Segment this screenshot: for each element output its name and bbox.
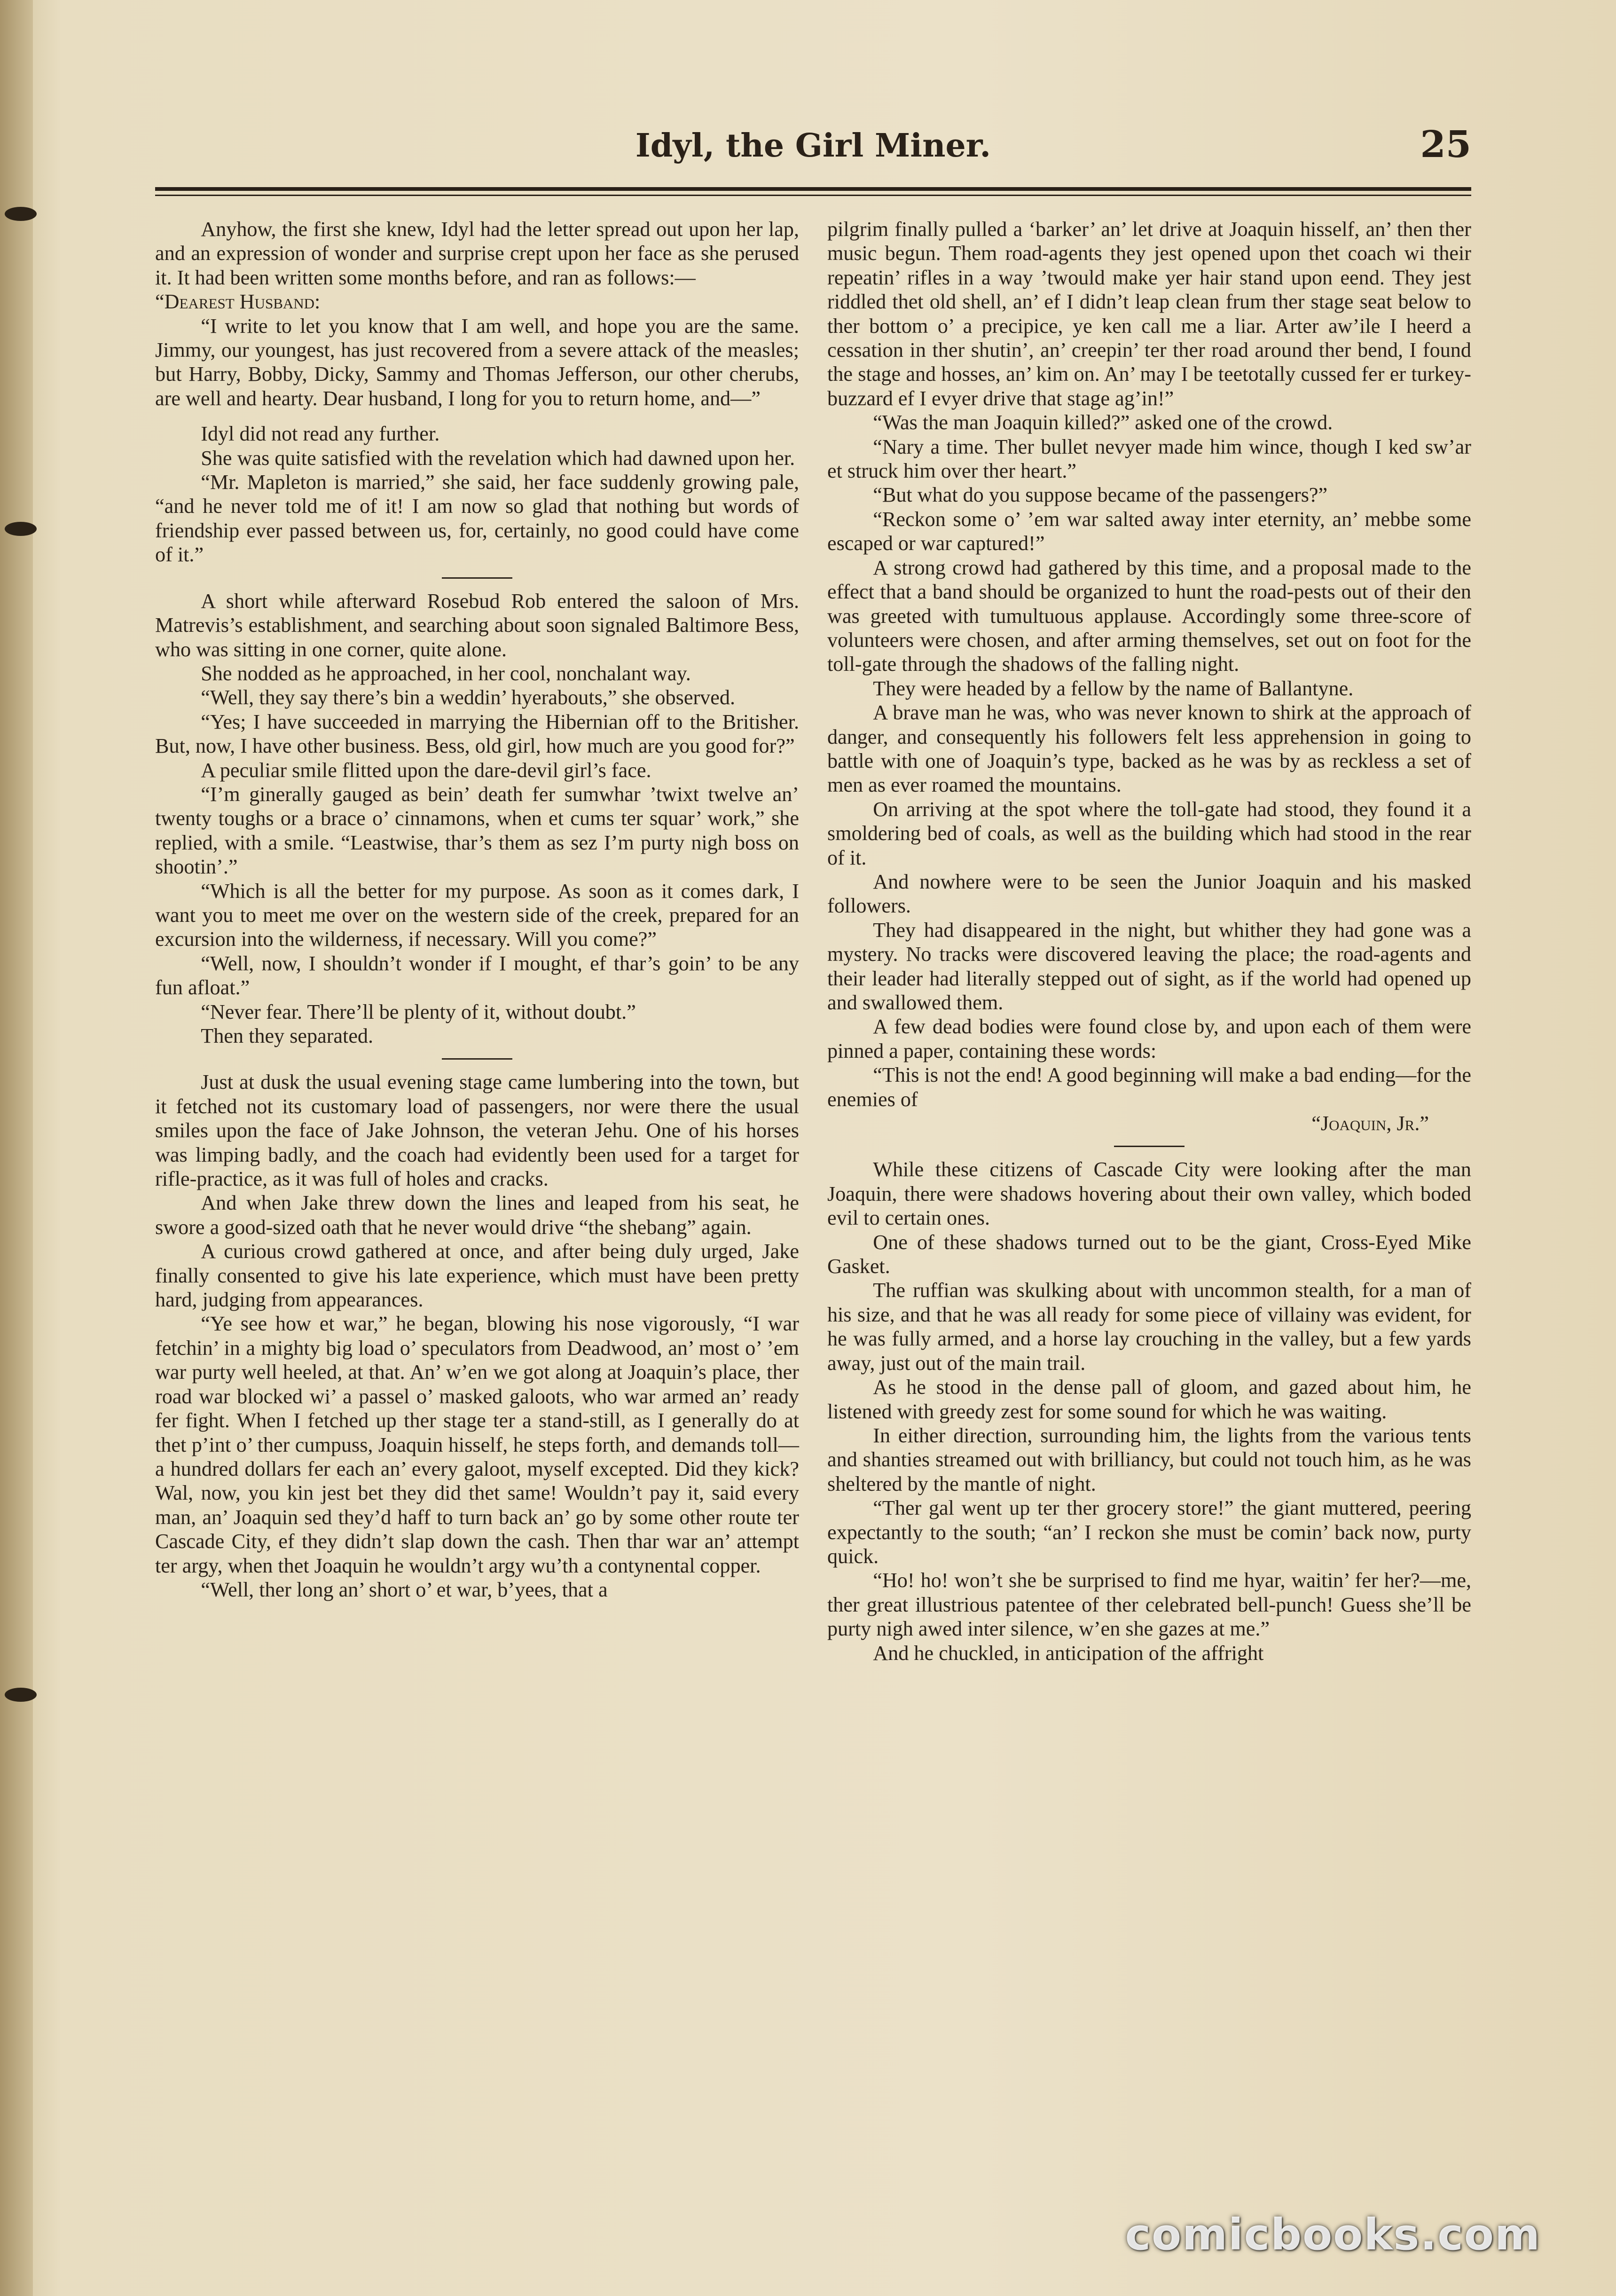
paragraph: “But what do you suppose became of the passengers?” xyxy=(873,483,1328,507)
section-divider xyxy=(1114,1146,1185,1147)
paragraph: She was quite satisfied with the revelation which had dawned upon her. xyxy=(201,446,795,470)
page-header xyxy=(155,123,1471,179)
page-spine xyxy=(0,0,33,2296)
paragraph: “Which is all the better for my purpose. As soon as it comes dark, I want you to meet me over on the western side of the creek, prepared for an excursion into the wilderness, if necessary. Will you come?” xyxy=(155,879,799,951)
paragraph: A short while afterward Rosebud Rob entered the saloon of Mrs. Matrevis’s establishment, and searching about soon signaled Baltimore Bess, who was sitting in one corner, quite alone. xyxy=(155,589,799,661)
paragraph: The ruffian was skulking about with uncommon stealth, for a man of his size, and that he was all ready for some piece of villainy was evident, for he was fully armed, and a horse lay crouching in the valley, but a few yards away, just out of the main trail. xyxy=(827,1279,1471,1375)
binding-staple xyxy=(5,522,37,536)
running-title: Idyl, the Girl Miner. xyxy=(635,127,991,165)
paragraph: In either direction, surrounding him, the lights from the various tents and shanties streamed out with brilliancy, but could not touch him, as he was sheltered by the mantle of night. xyxy=(827,1423,1471,1495)
paragraph: A few dead bodies were found close by, and upon each of them were pinned a paper, containing these words: xyxy=(827,1015,1471,1062)
letter-salutation: “Dearest Husband: xyxy=(155,290,321,314)
paragraph: She nodded as he approached, in her cool, nonchalant way. xyxy=(201,661,691,685)
paragraph: On arriving at the spot where the toll-gate had stood, they found it a smoldering bed of coals, as well as the building which had stood in the rear of it. xyxy=(827,797,1471,869)
paragraph: And nowhere were to be seen the Junior Joaquin and his masked followers. xyxy=(827,870,1471,918)
paragraph: A peculiar smile flitted upon the dare-devil girl’s face. xyxy=(201,758,651,782)
paragraph: And he chuckled, in anticipation of the affright xyxy=(873,1641,1264,1665)
left-column xyxy=(155,217,799,1602)
section-divider xyxy=(442,1058,512,1060)
paragraph: Anyhow, the first she knew, Idyl had the letter spread out upon her lap, and an expression of wonder and surprise crept upon her face as she perused it. It had been written some months before, and ran as follows:— xyxy=(155,218,799,289)
note-signature: “Joaquin, Jr.” xyxy=(1311,1112,1429,1135)
paragraph: “Was the man Joaquin killed?” asked one of the crowd. xyxy=(873,411,1333,434)
paragraph: Idyl did not read any further. xyxy=(201,422,440,446)
watermark: comicbooks.com xyxy=(1125,2210,1541,2260)
paragraph: They had disappeared in the night, but whither they had gone was a mystery. No tracks were discovered leaving the place; the road-agents and their leader had literally stepped out of sight, as if the world had opened up and swallowed them. xyxy=(827,918,1471,1014)
paragraph: “I write to let you know that I am well, and hope you are the same. Jimmy, our youngest, has just recovered from a severe attack of the measles; but Harry, Bobby, Dicky, Sammy and Thomas Jefferson, our other cherubs, are well and hearty. Dear husband, I long for you to return home, and—” xyxy=(155,314,799,410)
paragraph: And when Jake threw down the lines and leaped from his seat, he swore a good-sized oath that he never would drive “the shebang” again. xyxy=(155,1191,799,1239)
paragraph: “Ho! ho! won’t she be surprised to find me hyar, waitin’ fer her?—me, ther great illustrious patentee of ther celebrated bell-punch! Guess she’ll be purty nigh awed inter silence, w’en she gazes at me.” xyxy=(827,1569,1471,1641)
binding-staple xyxy=(5,1688,37,1702)
paragraph: One of these shadows turned out to be the giant, Cross-Eyed Mike Gasket. xyxy=(827,1230,1471,1278)
paragraph: Just at dusk the usual evening stage came lumbering into the town, but it fetched not its customary load of passengers, nor were there the usual smiles upon the face of Jake Johnson, the veteran Jehu. One of his horses was limping badly, and the coach had evidently been used for a target for rifle-practice, as it was full of holes and cracks. xyxy=(155,1070,799,1191)
paragraph: pilgrim finally pulled a ‘barker’ an’ let drive at Joaquin hisself, an’ then ther music begun. Them road-agents they jest opened upon thet coach wi their repeatin’ rifles in a way ’twould make yer hair stand upon eend. They jest riddled thet old shell, an’ ef I didn’t leap clean frum ther stage seat below to ther bottom o’ a precipice, ye ken call me a liar. Arter aw’ile I heerd a cessation in ther shutin’, an’ creepin’ ter ther road around ther bend, I found the stage and hosses, an’ kim on. An’ may I be teetotally cussed fer er turkey-buzzard ef I evyer drive that stage ag’in!” xyxy=(827,218,1471,410)
paragraph: As he stood in the dense pall of gloom, and gazed about him, he listened with greedy zest for some sound for which he was waiting. xyxy=(827,1376,1471,1423)
header-rule-thin xyxy=(155,195,1471,196)
paragraph: They were headed by a fellow by the name of Ballantyne. xyxy=(873,676,1354,700)
paragraph: While these citizens of Cascade City were looking after the man Joaquin, there were shadows hovering about their own valley, which boded evil to certain ones. xyxy=(827,1158,1471,1230)
right-column xyxy=(827,217,1471,1665)
paragraph: “Mr. Mapleton is married,” she said, her face suddenly growing pale, “and he never told me of it! I am now so glad that nothing but words of friendship ever passed between us, for, certainly, no good could have come of it.” xyxy=(155,471,799,566)
paragraph: “Ye see how et war,” he began, blowing his nose vigorously, “I war fetchin’ in a mighty big load o’ speculators from Deadwood, an’ most o’ ’em war purty well heeled, at that. An’ w’en we got along at Joaquin’s place, ther road war blocked wi’ a passel o’ masked galoots, who war armed an’ ready fer fight. When I fetched up ther stage ter a stand-still, as I generally do at thet p’int o’ ther cumpuss, Joaquin hisself, he steps forth, and demands toll—a hundred dollars fer each an’ every galoot, myself excepted. Did they kick? Wal, now, you kin jest bet they did thet same! Wouldn’t pay it, said every man, an’ Joaquin sed they’d haff to turn back an’ go by some other route ter Cascade City, ef they didn’t slap down the cash. Then thar war an’ attempt ter argy, when thet Joaquin he wouldn’t argy wu’th a contynental copper. xyxy=(155,1312,799,1577)
paragraph: A strong crowd had gathered by this time, and a proposal made to the effect that a band should be organized to hunt the road-pests out of their den was greeted with tumultuous applause. Accordingly some three-score of volunteers were chosen, and after arming themselves, set out on foot for the toll-gate through the shadows of the falling night. xyxy=(827,556,1471,676)
paragraph: “This is not the end! A good beginning will make a bad ending—for the enemies of xyxy=(827,1063,1471,1111)
paragraph: “Well, now, I shouldn’t wonder if I mought, ef thar’s goin’ to be any fun afloat.” xyxy=(155,951,799,999)
section-divider xyxy=(442,577,512,579)
paragraph: Then they separated. xyxy=(201,1024,374,1047)
paragraph: “Nary a time. Ther bullet nevyer made him wince, though I ked sw’ar et struck him over ther heart.” xyxy=(827,435,1471,483)
header-rule xyxy=(155,187,1471,191)
paragraph: A brave man he was, who was never known to shirk at the approach of danger, and consequently his followers felt less apprehension in going to battle with one of Joaquin’s type, backed as he was by as reckless a set of men as ever roamed the mountains. xyxy=(827,701,1471,797)
paragraph: “Yes; I have succeeded in marrying the Hibernian off to the Britisher. But, now, I have other business. Bess, old girl, how much are you good for?” xyxy=(155,710,799,758)
paragraph: “Ther gal went up ter ther grocery store!” the giant muttered, peering expectantly to the south; “an’ I reckon she must be comin’ back now, purty quick. xyxy=(827,1496,1471,1568)
paragraph: A curious crowd gathered at once, and after being duly urged, Jake finally consented to give his late experience, which must have been pretty hard, judging from appearances. xyxy=(155,1240,799,1312)
binding-staple xyxy=(5,207,37,221)
paragraph: “Well, ther long an’ short o’ et war, b’yees, that a xyxy=(201,1578,608,1601)
page-number: 25 xyxy=(1420,123,1471,166)
paragraph: “Reckon some o’ ’em war salted away inter eternity, an’ mebbe some escaped or war captured!” xyxy=(827,507,1471,555)
paragraph: “I’m ginerally gauged as bein’ death fer sumwhar ’twixt twelve an’ twenty toughs or a brace o’ cinnamons, when et cums ter squar’ work,” she replied, with a smile. “Leastwise, thar’s them as sez I’m purty nigh boss on shootin’.” xyxy=(155,782,799,879)
paragraph: “Well, they say there’s bin a weddin’ hyerabouts,” she observed. xyxy=(201,686,736,709)
paragraph: “Never fear. There’ll be plenty of it, without doubt.” xyxy=(201,1000,636,1023)
